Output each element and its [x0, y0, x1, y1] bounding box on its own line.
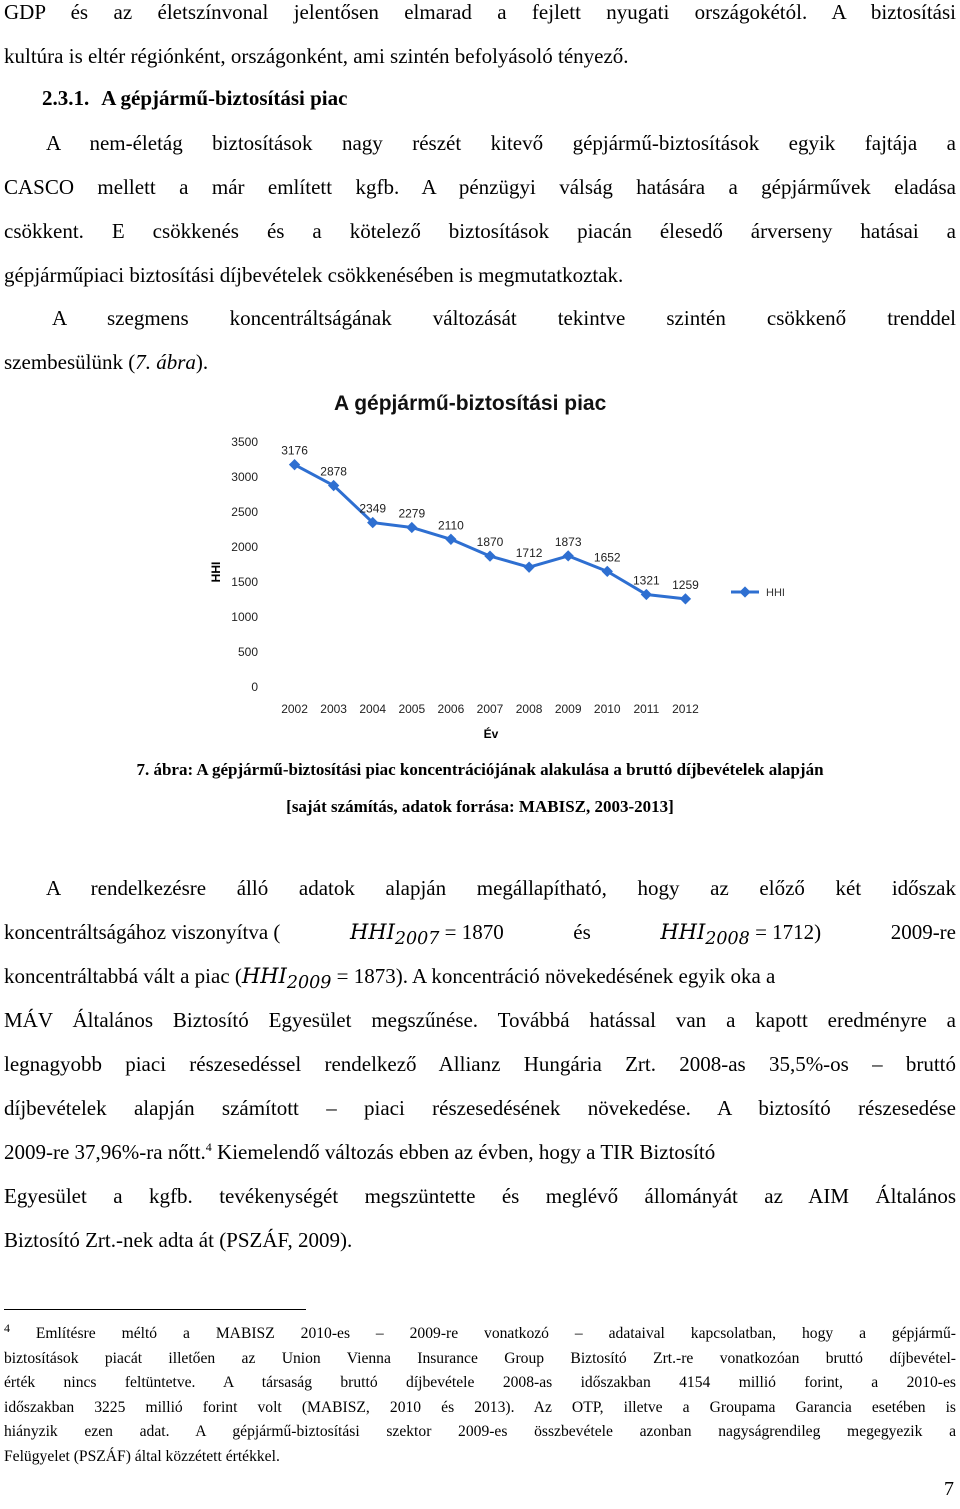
data-point: [680, 593, 691, 604]
y-axis-ticks: [231, 435, 258, 694]
data-label: 3176: [281, 443, 308, 458]
data-label: 1873: [554, 534, 582, 549]
y-tick-label: 500: [237, 645, 258, 659]
x-tick-label: 2002: [281, 702, 308, 716]
intro-line-1: GDP és az életszínvonal jelentősen elmarad a fejlett nyugati országokétól. A biztosítási: [4, 0, 956, 24]
data-label: 1321: [633, 573, 660, 588]
figure-reference: 7. ábra: [135, 350, 196, 374]
para3-line-8: Egyesület a kgfb. tevékenységét megszüntette és meglévő állományát az AIM Általános: [4, 1184, 956, 1208]
data-label: 1712: [515, 546, 543, 561]
legend-marker: [739, 586, 750, 597]
hhi-year: 2009: [286, 973, 332, 994]
hhi-2009-expression: [241, 964, 408, 994]
y-tick-label: 2500: [231, 505, 258, 519]
hhi-2007-expression: [350, 910, 504, 954]
data-label: 1652: [593, 550, 621, 565]
footnote-reference[interactable]: 4: [205, 1140, 212, 1154]
data-point: [445, 534, 456, 545]
hhi-year: 2007: [394, 929, 440, 950]
para3-line-6: díjbevételek alapján számított – piaci részesedésének növekedése. A biztosító részesedése: [4, 1096, 956, 1120]
footnote-line-3: érték nincs feltüntetve. A társaság bruttó díjbevétele 2008-as időszakban 4154 millió forint, a 2010-es: [4, 1374, 956, 1391]
x-tick-label: 2003: [320, 702, 347, 716]
x-tick-label: 2010: [593, 702, 621, 716]
data-label: 2878: [320, 464, 347, 479]
footnote-line-1: [4, 1322, 956, 1347]
intro-paragraph: [4, 0, 956, 78]
x-tick-label: 2009: [554, 702, 582, 716]
para1-line-1: A nem-életág biztosítások nagy részét kitevő gépjármű-biztosítások egyik fajtája a: [46, 131, 956, 155]
para3-line7-rest: Kiemelendő változás ebben az évben, hogy a TIR Biztosító: [211, 1140, 716, 1164]
paragraph-3: [4, 866, 956, 1262]
y-tick-label: 1500: [231, 575, 258, 589]
x-tick-label: 2006: [437, 702, 465, 716]
page-number: 7: [944, 1478, 954, 1500]
data-point: [406, 522, 417, 533]
para3-line-1: A rendelkezésre álló adatok alapján megállapítható, hogy az előző két időszak: [46, 876, 956, 900]
legend-label: HHI: [766, 587, 785, 599]
para3-line-2: [4, 910, 956, 954]
series-line-hhi: [295, 465, 686, 599]
data-label: 2279: [398, 506, 426, 521]
data-label: 2110: [438, 518, 464, 533]
y-tick-label: 1000: [231, 610, 258, 624]
para1-line-4: gépjárműpiaci biztosítási díjbevételek csökkenésében is megmutatkoztak.: [4, 263, 624, 287]
data-point: [289, 459, 300, 470]
para3-line-4: MÁV Általános Biztosító Egyesület megszűnése. Továbbá hatással van a kapott eredményre a: [4, 1008, 956, 1032]
y-tick-label: 3500: [231, 435, 258, 449]
footnote-separator: [4, 1309, 306, 1310]
para1-line-2: CASCO mellett a már említett kgfb. A pénzügyi válság hatására a gépjárművek eladása: [4, 175, 956, 199]
y-tick-label: 0: [251, 680, 258, 694]
hhi-year: 2008: [705, 929, 750, 950]
para3-line-3: [4, 954, 956, 998]
footnote-mark: 4: [4, 1320, 10, 1335]
para3-line-7: [4, 1130, 956, 1174]
y-axis-label: HHI: [209, 561, 223, 583]
legend: [731, 586, 785, 599]
para2-line-1: A szegmens koncentráltságának változását tekintve szintén csökkenő trenddel: [52, 306, 956, 330]
hhi-value: = 1870: [439, 920, 504, 944]
section-heading: [42, 76, 347, 120]
data-label: 2349: [359, 501, 387, 516]
data-point: [484, 550, 495, 561]
hhi-line-chart: [190, 420, 830, 750]
para2-text-end: ).: [195, 350, 209, 374]
para2-line-2: [4, 340, 956, 384]
y-tick-label: 3000: [231, 470, 258, 484]
data-label: 1259: [672, 577, 699, 592]
data-point: [563, 550, 574, 561]
footnote: [4, 1322, 956, 1469]
footnote-line-2: biztosítások piacát illetően az Union Vienna Insurance Group Biztosító Zrt.-re vonatkozóan bruttó díjbevétel-: [4, 1349, 956, 1367]
x-axis-label: Év: [483, 727, 499, 741]
para3-line2-end: 2009-re: [890, 920, 956, 944]
hhi-symbol: HHI: [349, 920, 395, 944]
para3-and: és: [573, 920, 591, 944]
para3-line3-rest: A koncentráció növekedésének egyik oka a: [407, 964, 776, 988]
footnote-line-6: Felügyelet (PSZÁF) által közzétett értékkel.: [4, 1447, 280, 1465]
hhi-symbol: HHI: [241, 964, 287, 988]
paragraph-1: [4, 121, 956, 297]
figure-source: [saját számítás, adatok forrása: MABISZ, 2003-2013]: [286, 797, 674, 816]
x-axis-ticks: [281, 702, 699, 716]
x-tick-label: 2008: [515, 702, 543, 716]
hhi-symbol: HHI: [660, 920, 706, 944]
intro-line-2: kultúra is eltér régiónként, országonként, ami szintén befolyásoló tényező.: [4, 44, 629, 68]
hhi-2008-expression: [660, 910, 821, 954]
x-tick-label: 2007: [476, 702, 504, 716]
para3-line-9: Biztosító Zrt.-nek adta át (PSZÁF, 2009).: [4, 1228, 353, 1252]
para2-text: szembesülünk (: [4, 350, 136, 374]
para3-line-5: legnagyobb piaci részesedéssel rendelkező Allianz Hungária Zrt. 2008-as 35,5%-os – bruttó: [4, 1052, 956, 1076]
figure-caption: 7. ábra: A gépjármű-biztosítási piac koncentrációjának alakulása a bruttó díjbevételek alapján: [136, 760, 824, 779]
hhi-value: = 1712): [749, 920, 822, 944]
x-tick-label: 2012: [672, 702, 699, 716]
paragraph-2: [4, 296, 956, 384]
data-labels: [281, 444, 699, 592]
footnote-line-5: hiányzik ezen adat. A gépjármű-biztosítási szektor 2009-es összbevétele azonban nagyságrendileg megegyezik a: [4, 1423, 956, 1440]
y-tick-label: 2000: [231, 540, 258, 554]
para3-line3-text: koncentráltabbá vált a piac (: [4, 964, 242, 988]
hhi-value: = 1873).: [331, 964, 408, 988]
para1-line-3: csökkent. E csökkenés és a kötelező biztosítások piacán élesedő árverseny hatásai a: [4, 219, 956, 243]
section-title: A gépjármű-biztosítási piac: [101, 86, 348, 110]
series-line-group: [295, 465, 686, 599]
x-tick-label: 2011: [633, 702, 660, 716]
x-tick-label: 2005: [398, 702, 426, 716]
x-tick-label: 2004: [359, 702, 387, 716]
section-number: 2.3.1.: [42, 86, 90, 110]
chart-title: A gépjármű-biztosítási piac: [334, 392, 607, 415]
data-label: 1870: [476, 535, 504, 550]
data-points: [289, 459, 691, 605]
footnote-text: Említésre méltó a MABISZ 2010-es – 2009-re vonatkozó – adataival kapcsolatban, hogy a gépjármű-: [10, 1325, 956, 1342]
data-point: [523, 562, 534, 573]
para3-line2-text: koncentráltságához viszonyítva (: [4, 920, 281, 944]
para3-line7-text: 2009-re 37,96%-ra nőtt.: [4, 1140, 206, 1164]
footnote-line-4: időszakban 3225 millió forint volt (MABISZ, 2010 és 2013). Az OTP, illetve a Groupama Garancia esetében is: [4, 1398, 956, 1416]
